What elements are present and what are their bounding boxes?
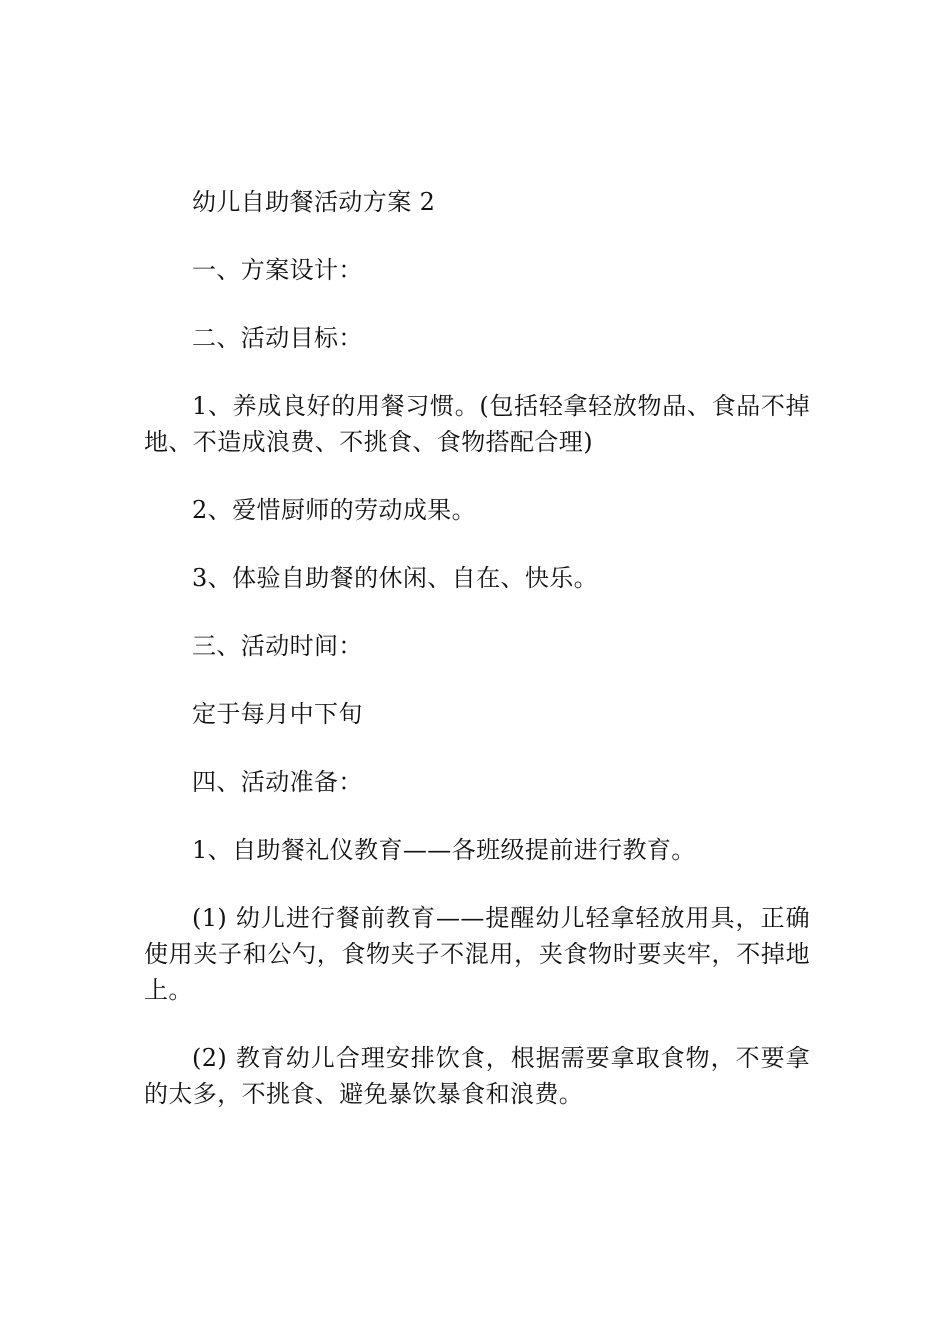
document-body xyxy=(144,184,810,1144)
preparation-subitem-1: (1) 幼儿进行餐前教育——提醒幼儿轻拿轻放用具，正确使用夹子和公勺，食物夹子不混用，夹食物时要夹牢，不掉地上。 xyxy=(144,904,810,1004)
goal-item-2: 2、爱惜厨师的劳动成果。 xyxy=(192,496,477,524)
goal-item-3: 3、体验自助餐的休闲、自在、快乐。 xyxy=(192,564,599,592)
preparation-item-1: 1、自助餐礼仪教育——各班级提前进行教育。 xyxy=(192,836,696,864)
preparation-subitem-2: (2) 教育幼儿合理安排饮食，根据需要拿取食物，不要拿的太多，不挑食、避免暴饮暴食和浪费。 xyxy=(144,1044,810,1108)
document-title: 幼儿自助餐活动方案 2 xyxy=(192,188,436,216)
goal-item-1: 1、养成良好的用餐习惯。(包括轻拿轻放物品、食品不掉地、不造成浪费、不挑食、食物搭配合理) xyxy=(144,392,810,456)
activity-time-text: 定于每月中下旬 xyxy=(192,700,363,728)
section-heading-activity-preparation: 四、活动准备： xyxy=(192,768,363,796)
section-heading-activity-goals: 二、活动目标： xyxy=(192,324,363,352)
section-heading-plan-design: 一、方案设计： xyxy=(192,256,363,284)
section-heading-activity-time: 三、活动时间： xyxy=(192,632,363,660)
